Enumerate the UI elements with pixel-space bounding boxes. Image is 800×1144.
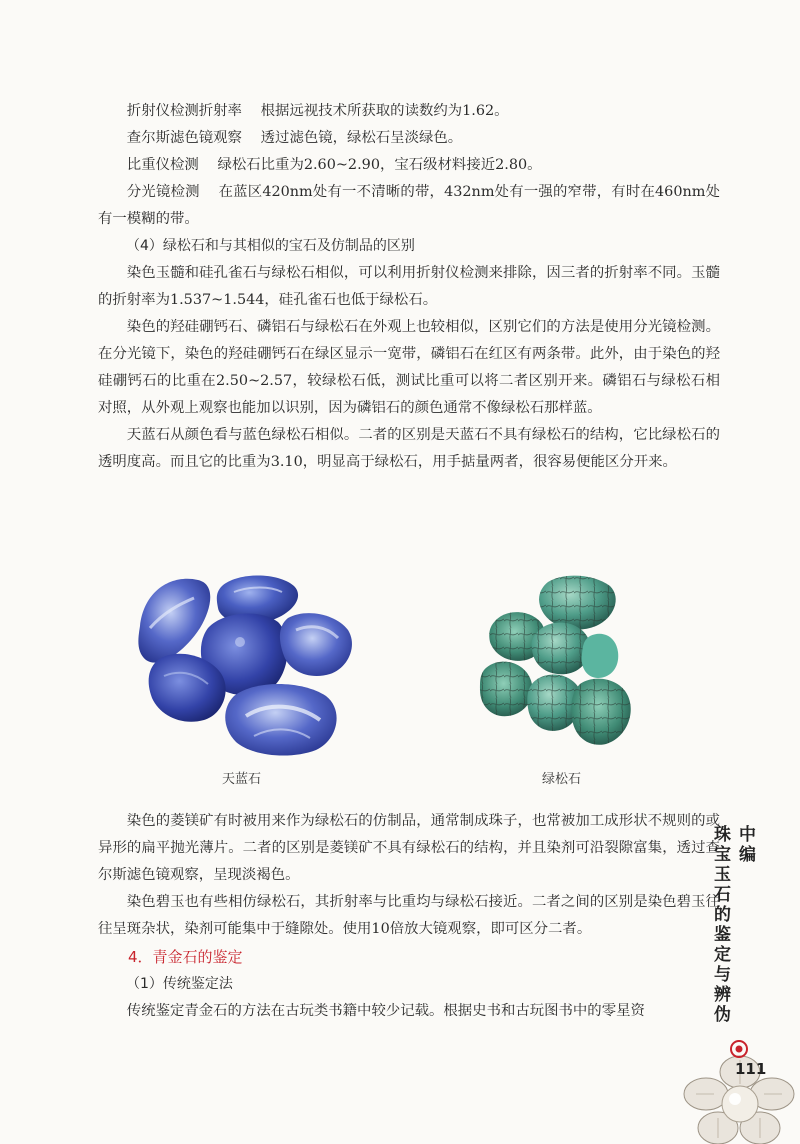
turquoise-stone bbox=[539, 576, 616, 630]
paragraph-label: 查尔斯滤色镜观察 bbox=[126, 130, 242, 146]
paragraph-label: 折射仪检测折射率 bbox=[126, 103, 242, 119]
paragraph-refractometer bbox=[98, 98, 720, 125]
paragraph-text: 根据远视技术所获取的读数约为1.62。 bbox=[260, 103, 509, 119]
paragraph-text: 绿松石比重为2.60~2.90，宝石级材料接近2.80。 bbox=[217, 157, 542, 173]
target-icon bbox=[730, 1040, 748, 1058]
lazulite-photo bbox=[130, 568, 370, 763]
lazulite-stone bbox=[225, 684, 336, 756]
paragraph-label: 比重仪检测 bbox=[126, 157, 199, 173]
turquoise-stone bbox=[571, 679, 630, 745]
paragraph-howlite: 染色的羟硅硼钙石、磷铝石与绿松石在外观上也较相似，区别它们的方法是使用分光镜检测。在分光镜下，染色的羟硅硼钙石在绿区显示一宽带，磷铝石在红区有两条带。此外，由于染色的羟硅硼钙石的比重在2.50~2.57，较绿松石低，测试比重可以将二者区别开来。磷铝石与绿松石相对照，从外观上观察也能加以识别，因为磷铝石的颜色通常不像绿松石那样蓝。 bbox=[98, 319, 720, 416]
lower-text-block bbox=[98, 808, 720, 1025]
turquoise-stone bbox=[531, 623, 589, 675]
turquoise-caption: 绿松石 bbox=[542, 772, 582, 787]
section-title-lapis: 4．青金石的鉴定 bbox=[128, 948, 243, 966]
paragraph-spectroscope bbox=[98, 179, 720, 233]
paragraph-traditional: 传统鉴定青金石的方法在古玩类书籍中较少记载。根据史书和古玩图书中的零星资 bbox=[126, 1003, 645, 1019]
paragraph-jasper: 染色碧玉也有些相仿绿松石，其折射率与比重均与绿松石接近。二者之间的区别是染色碧玉往往呈斑杂状，染剂可能集中于缝隙处。使用10倍放大镜观察，即可区分二者。 bbox=[98, 894, 720, 937]
lazulite-stone bbox=[138, 579, 210, 663]
upper-text-block bbox=[98, 98, 720, 476]
paragraph-chelsea-filter bbox=[98, 125, 720, 152]
turquoise-stone bbox=[480, 662, 533, 717]
paragraph-label: 分光镜检测 bbox=[126, 184, 200, 200]
subsection-title-traditional: （1）传统鉴定法 bbox=[126, 976, 233, 992]
paragraph-chalcedony: 染色玉髓和硅孔雀石与绿松石相似，可以利用折射仪检测来排除，因三者的折射率不同。玉髓的折射率为1.537~1.544，硅孔雀石也低于绿松石。 bbox=[98, 265, 720, 308]
paragraph-magnesite: 染色的菱镁矿有时被用来作为绿松石的仿制品，通常制成珠子，也常被加工成形状不规则的或异形的扁平抛光薄片。二者的区别是菱镁矿不具有绿松石的结构，并且染剂可沿裂隙富集，透过查尔斯滤色镜观察，呈现淡褐色。 bbox=[98, 813, 720, 883]
paragraph-specific-gravity bbox=[98, 152, 720, 179]
turquoise-photo bbox=[476, 572, 656, 757]
item-heading-4: （4）绿松石和与其相似的宝石及仿制品的区别 bbox=[126, 238, 415, 254]
paragraph-text: 在蓝区420nm处有一不清晰的带，432nm处有一强的窄带，有时在460nm处有一模糊的带。 bbox=[98, 184, 720, 227]
part-label: 中编 bbox=[735, 825, 755, 865]
lazulite-stone bbox=[280, 613, 352, 676]
paragraph-text: 透过滤色镜，绿松石呈淡绿色。 bbox=[260, 130, 463, 146]
chapter-title: 珠宝玉石的鉴定与辨伪 bbox=[710, 825, 730, 1025]
turquoise-stone bbox=[582, 634, 619, 678]
page-number: 111 bbox=[735, 1060, 767, 1078]
lazulite-caption: 天蓝石 bbox=[222, 772, 262, 787]
chapter-side-tab bbox=[710, 825, 758, 1025]
paragraph-lazulite: 天蓝石从颜色看与蓝色绿松石相似。二者的区别是天蓝石不具有绿松石的结构，它比绿松石的透明度高。而且它的比重为3.10，明显高于绿松石，用手掂量两者，很容易便能区分开来。 bbox=[98, 427, 720, 470]
